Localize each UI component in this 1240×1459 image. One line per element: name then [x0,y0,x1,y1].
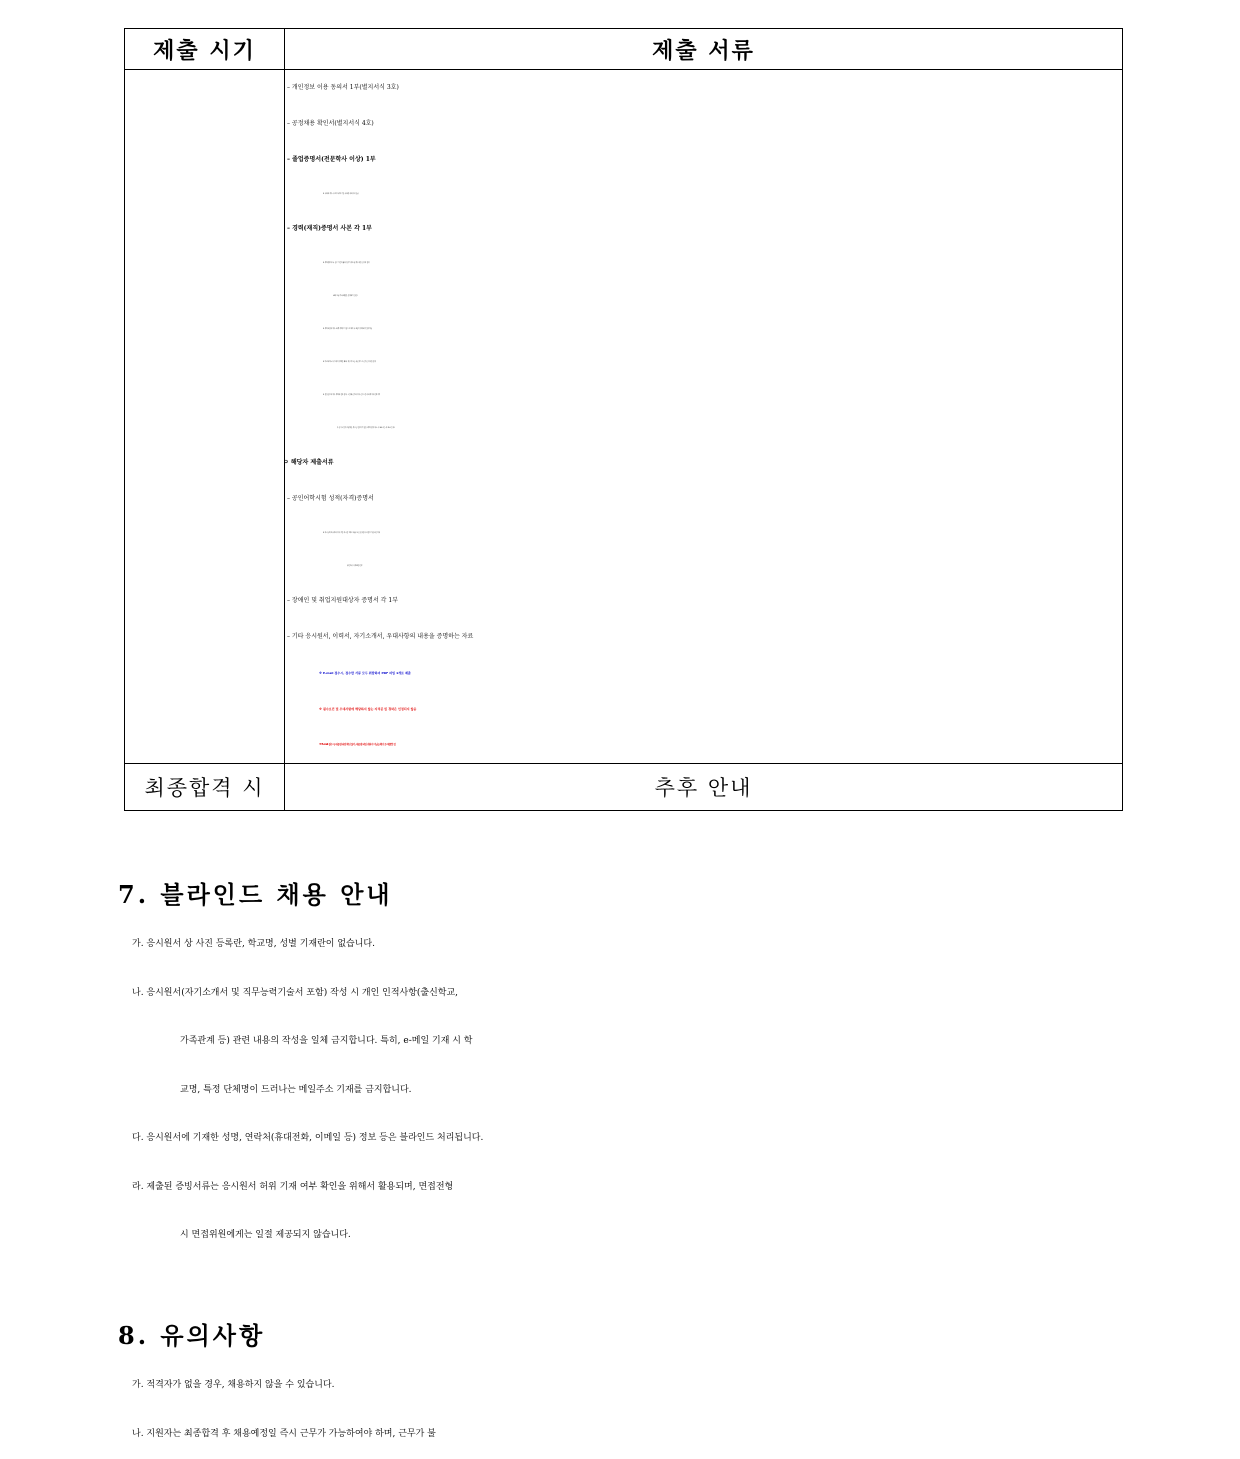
header-submission-time: 제출 시기 [125,29,285,70]
section-notes [118,1311,1128,1458]
documents-list-cell [285,70,1123,764]
warning-note: ※ 필수요건 및 우대사항에 해당하지 않는 자격증 및 경력은 인정되지 않음 [319,707,417,711]
document-note: ※ 경력요건의 경우, 최종 경력을 기준으로 퇴직 후 3년이 경과되지 않아야함 [323,329,372,330]
list-item: 라. 제출된 증빙서류는 응시원서 허위 기재 여부 확인을 위해서 활용되며, 면접전형 [132,1181,454,1192]
list-item-continued: 가족관계 등) 관련 내용의 작성을 일체 금지합니다. 특히, e-메일 기재 시 학 [180,1036,473,1046]
submission-documents-table [124,28,1123,811]
table-row-documents [125,70,1123,764]
table-row-final [125,764,1123,811]
header-submission-documents: 제출 서류 [285,29,1123,70]
document-item: – 장애인 및 취업지원대상자 증명서 각 1부 [287,597,398,604]
document-note: ※ 어학능력 보유자의 경우 같은 어학은 1개로 취급, 또한 원서접수 마감일 기준 2년 이내 [323,533,381,534]
document-item: – 개인정보 이용 동의서 1부(별지서식 3호) [287,84,399,91]
final-pass-time-cell: 최종합격 시 [125,764,285,811]
document-item-required: – 경력(재직)증명서 사본 각 1부 [287,225,372,232]
section-items [118,1361,1128,1458]
document-item: – 공인어학시험 성적(자격)증명서 [287,495,374,502]
list-item-continued: 시 면접위원에게는 일절 제공되지 않습니다. [180,1230,351,1240]
section-title: 8. 유의사항 [118,1321,266,1350]
email-instruction-note: ※ E-mail 접수시, 접수할 서류 모두 취합하여 PDF 파일 1개로 제출 [319,671,411,675]
document-note-continued: (4대 보험 기록 제출은 인정되지 않음) [333,296,358,297]
document-note: ※ 학위의 경우, 공고일 당일 기준 학위증 취득자에 한함 [323,194,359,195]
list-item: 다. 응시원서에 기재한 성명, 연락처(휴대전화, 이메일 등) 정보 등은 블라인드 처리됩니다. [132,1133,484,1143]
list-item: 나. 응시원서(자기소개서 및 직무능력기술서 포함) 작성 시 개인 인적사항(출신학교, [132,987,459,998]
list-item: 가. 적격자가 없을 경우, 채용하지 않을 수 있습니다. [132,1380,335,1390]
warning-note: ※ E-mail 접수시, 대용량 파일 확인 불가, 대용량 파일 전환이 아님을 확인 후 제출할 것 [319,743,396,746]
document-item: – 공정채용 확인서(별지서식 4호) [287,120,374,127]
list-item: 나. 지원자는 최종합격 후 채용예정일 즉시 근무가 가능하여야 하며, 근무가 불 [132,1428,436,1439]
final-pass-docs-cell: 추후 안내 [285,764,1123,811]
table-header-row [125,29,1123,70]
section-items [118,920,1128,1260]
document-note: ※ 전임근무의 경우 경력의 전부 인정, 시간제 근무의 경우 근무시간에 비례하여 인정하며 [323,395,381,396]
section-blind-hiring [118,870,1128,1260]
document-note: ※ 아르바이트 등 일용직 경력은 제외, 정규직 또는 상근직으로 근무한 경우만 인정 [323,362,376,363]
list-item: 가. 응시원서 상 사진 등록란, 학교명, 성별 기재란이 없습니다. [132,939,375,949]
list-item-continued: 교명, 특정 단체명이 드러나는 메일주소 기재를 금지합니다. [180,1084,412,1095]
document-note-continued: 공인어학 성적표만 인정 [347,566,363,567]
document-note: ※ 경력증명서 상, 근무 기간과 담당 업무가 명시된 경우에만 한하여 인정 [323,263,370,264]
empty-time-cell [125,70,285,764]
section-title: 7. 블라인드 채용 안내 [118,880,393,909]
subheading: ㅇ 해당자 제출서류 [283,459,334,466]
document-item-required: – 졸업증명서(전문학사 이상) 1부 [287,156,376,163]
document-note-continued: 주 근무시간이 불분명한 경우는 인정하지 않음 (경력 인정 예시: 주 40시간, 주 35시간 등) [337,428,395,429]
document-item: – 기타 응시원서, 이력서, 자기소개서, 우대사항의 내용을 증명하는 자료 [287,633,474,640]
